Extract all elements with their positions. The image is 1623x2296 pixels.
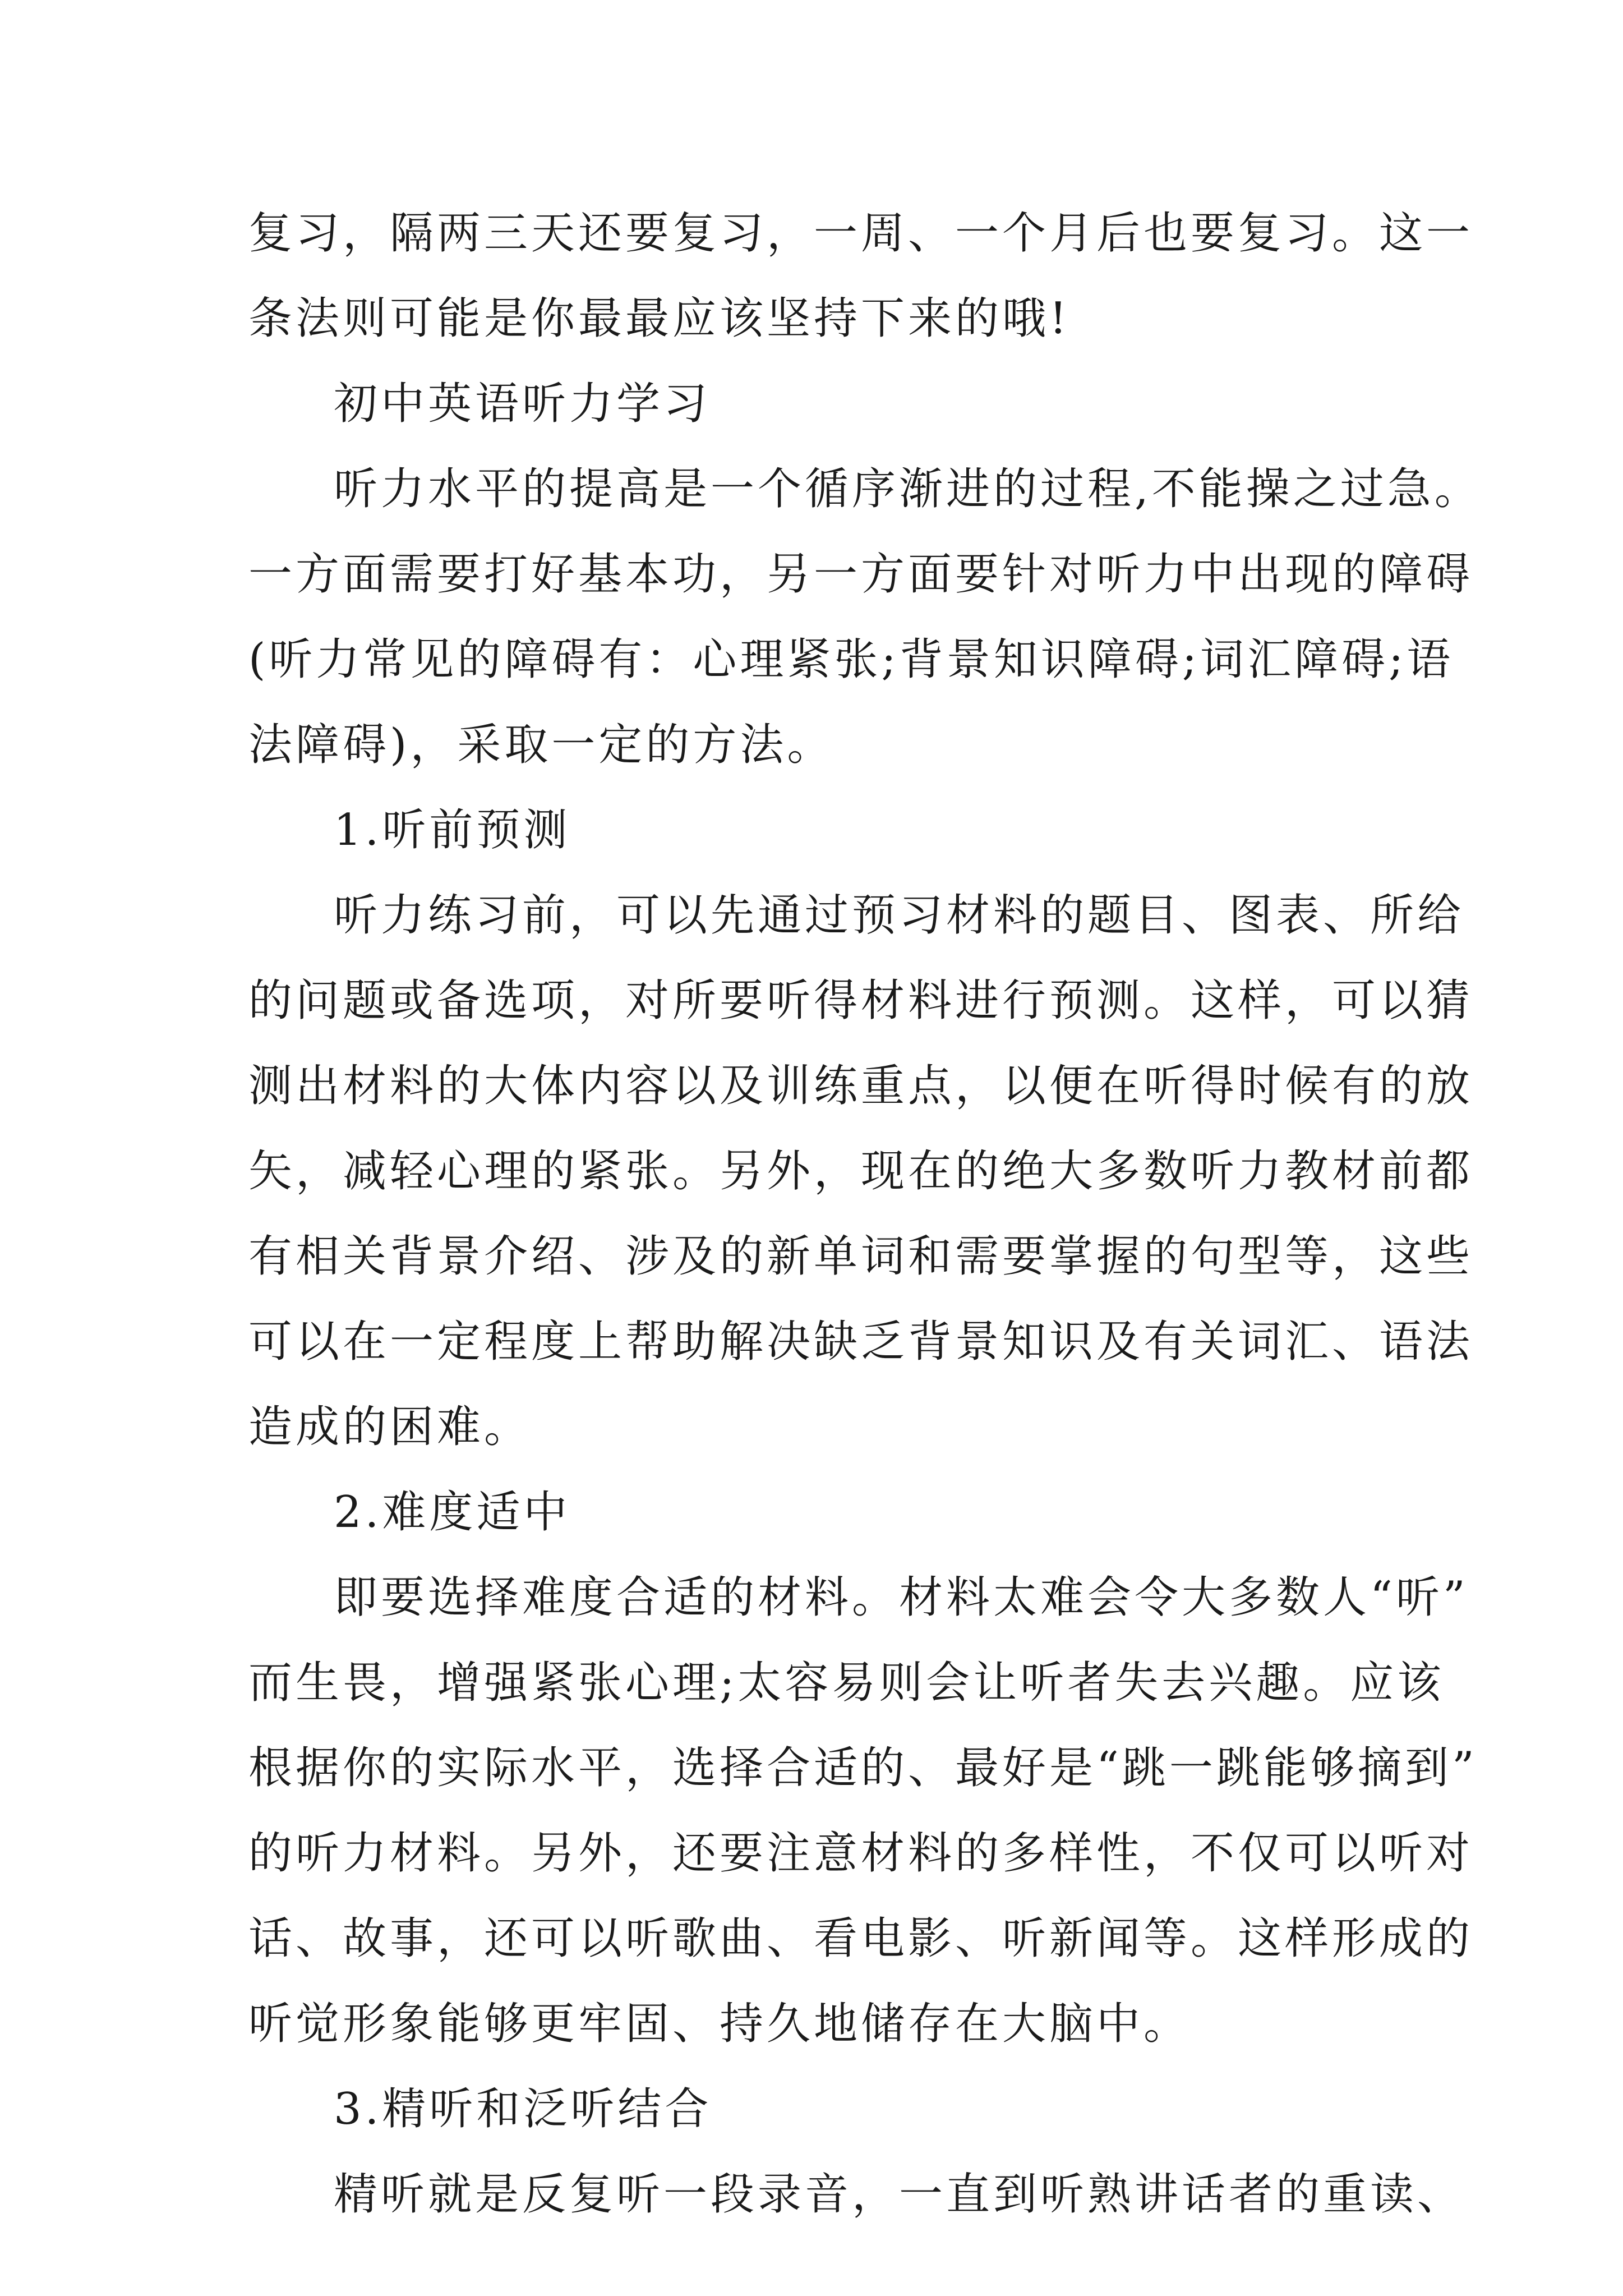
paragraph-first-line: 听力练习前，可以先通过预习材料的题目、图表、所给 <box>334 890 1465 941</box>
paragraph-first-line: 即要选择难度合适的材料。材料太难会令大多数人“听” <box>334 1572 1469 1623</box>
text-line: (听力常见的障碍有：心理紧张;背景知识障碍;词汇障碍;语 <box>248 634 1454 685</box>
document-body <box>248 191 1482 2237</box>
text-line: 测出材料的大体内容以及训练重点，以便在听得时候有的放 <box>248 1061 1474 1111</box>
text-line: 复习，隔两三天还要复习，一周、一个月后也要复习。这一 <box>248 208 1474 259</box>
text-line: 造成的困难。 <box>248 1402 532 1452</box>
text-line: 一方面需要打好基本功，另一方面要针对听力中出现的障碍 <box>248 549 1474 600</box>
text-line: 可以在一定程度上帮助解决缺乏背景知识及有关词汇、语法 <box>248 1317 1474 1367</box>
text-line: 矢，减轻心理的紧张。另外，现在的绝大多数听力教材前都 <box>248 1146 1474 1197</box>
text-line: 的问题或备选项，对所要听得材料进行预测。这样，可以猜 <box>248 976 1474 1026</box>
text-line: 根据你的实际水平，选择合适的、最好是“跳一跳能够摘到” <box>248 1743 1478 1793</box>
section-heading: 初中英语听力学习 <box>334 379 711 429</box>
text-line: 听觉形象能够更牢固、持久地储存在大脑中。 <box>248 1999 1191 2049</box>
subheading: 2.难度适中 <box>334 1487 571 1538</box>
text-line: 的听力材料。另外，还要注意材料的多样性，不仅可以听对 <box>248 1828 1474 1879</box>
paragraph-first-line: 听力水平的提高是一个循序渐进的过程,不能操之过急。 <box>334 464 1482 514</box>
text-line: 话、故事，还可以听歌曲、看电影、听新闻等。这样形成的 <box>248 1913 1474 1964</box>
text-line: 条法则可能是你最最应该坚持下来的哦! <box>248 293 1071 344</box>
subheading: 1.听前预测 <box>334 805 571 855</box>
text-line: 而生畏，增强紧张心理;太容易则会让听者失去兴趣。应该 <box>248 1658 1445 1708</box>
subheading: 3.精听和泛听结合 <box>334 2084 712 2134</box>
text-line: 有相关背景介绍、涉及的新单词和需要掌握的句型等，这些 <box>248 1231 1474 1282</box>
paragraph-first-line: 精听就是反复听一段录音，一直到听熟讲话者的重读、 <box>334 2169 1465 2220</box>
text-line: 法障碍)，采取一定的方法。 <box>248 720 834 770</box>
